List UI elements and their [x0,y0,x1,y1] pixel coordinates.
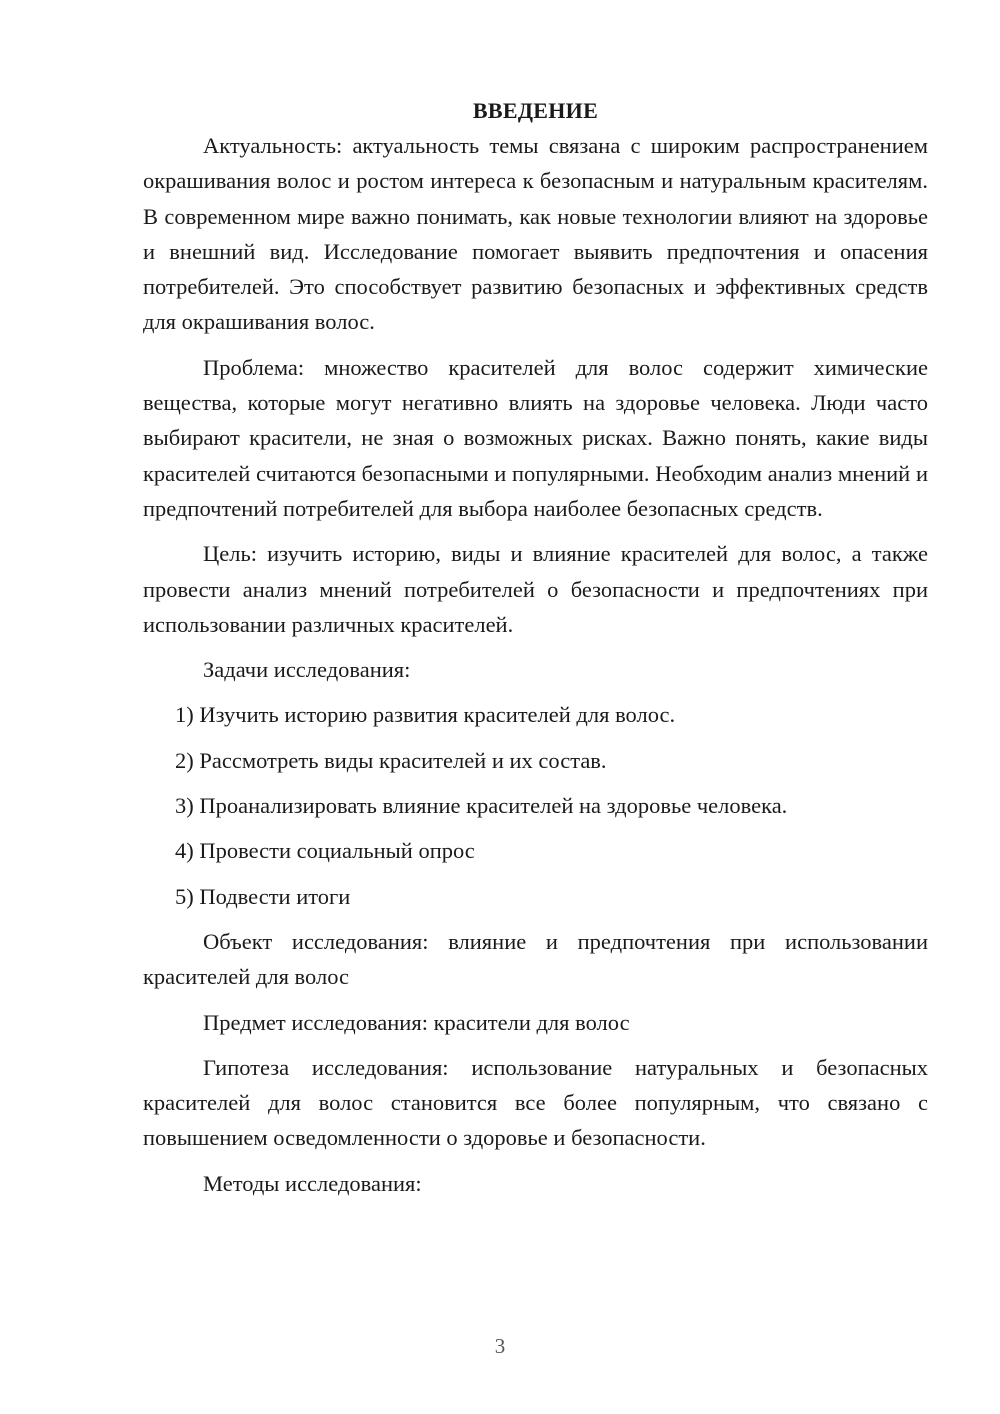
page-number: 3 [494,1334,506,1358]
object-paragraph: Объект исследования: влияние и предпочтения при использовании красителей для волос [143,928,928,990]
goal-paragraph: Цель: изучить историю, виды и влияние красителей для волос, а также провести анализ мнений потребителей о безопасности и предпочтениях при использовании различных красителей. [143,541,928,637]
methods-heading: Методы исследования: [203,1170,422,1196]
document-page [143,96,928,1211]
hypothesis-paragraph: Гипотеза исследования: использование натуральных и безопасных красителей для волос становится все более популярным, что связано с повышением осведомленности о здоровье и безопасности. [143,1054,928,1151]
tasks-heading: Задачи исследования: [203,657,411,683]
task-item: 4) Провести социальный опрос [175,838,475,864]
task-item: 5) Подвести итоги [175,883,351,909]
section-heading: ВВЕДЕНИЕ [472,98,599,123]
problem-paragraph: Проблема: множество красителей для волос содержит химические вещества, которые могут негативно влиять на здоровье человека. Люди часто выбирают красители, не зная о возможных рисках. Важно понять, какие виды красителей считаются безопасными и популярными. Необходим анализ мнений и предпочтений потребителей для выбора наиболее безопасных средств. [143,354,928,521]
tasks-list [143,697,928,913]
task-item: 3) Проанализировать влияние красителей на здоровье человека. [175,793,788,819]
task-item: 1) Изучить историю развития красителей для волос. [175,702,676,728]
task-item: 2) Рассмотреть виды красителей и их состав. [175,747,607,773]
relevance-paragraph: Актуальность: актуальность темы связана с широким распространением окрашивания волос и ростом интереса к безопасным и натуральным красителям. В современном мире важно понимать, как новые технологии влияют на здоровье и внешний вид. Исследование помогает выявить предпочтения и опасения потребителей. Это способствует развитию безопасных и эффективных средств для окрашивания волос. [143,133,928,335]
subject-paragraph: Предмет исследования: красители для волос [203,1009,630,1035]
